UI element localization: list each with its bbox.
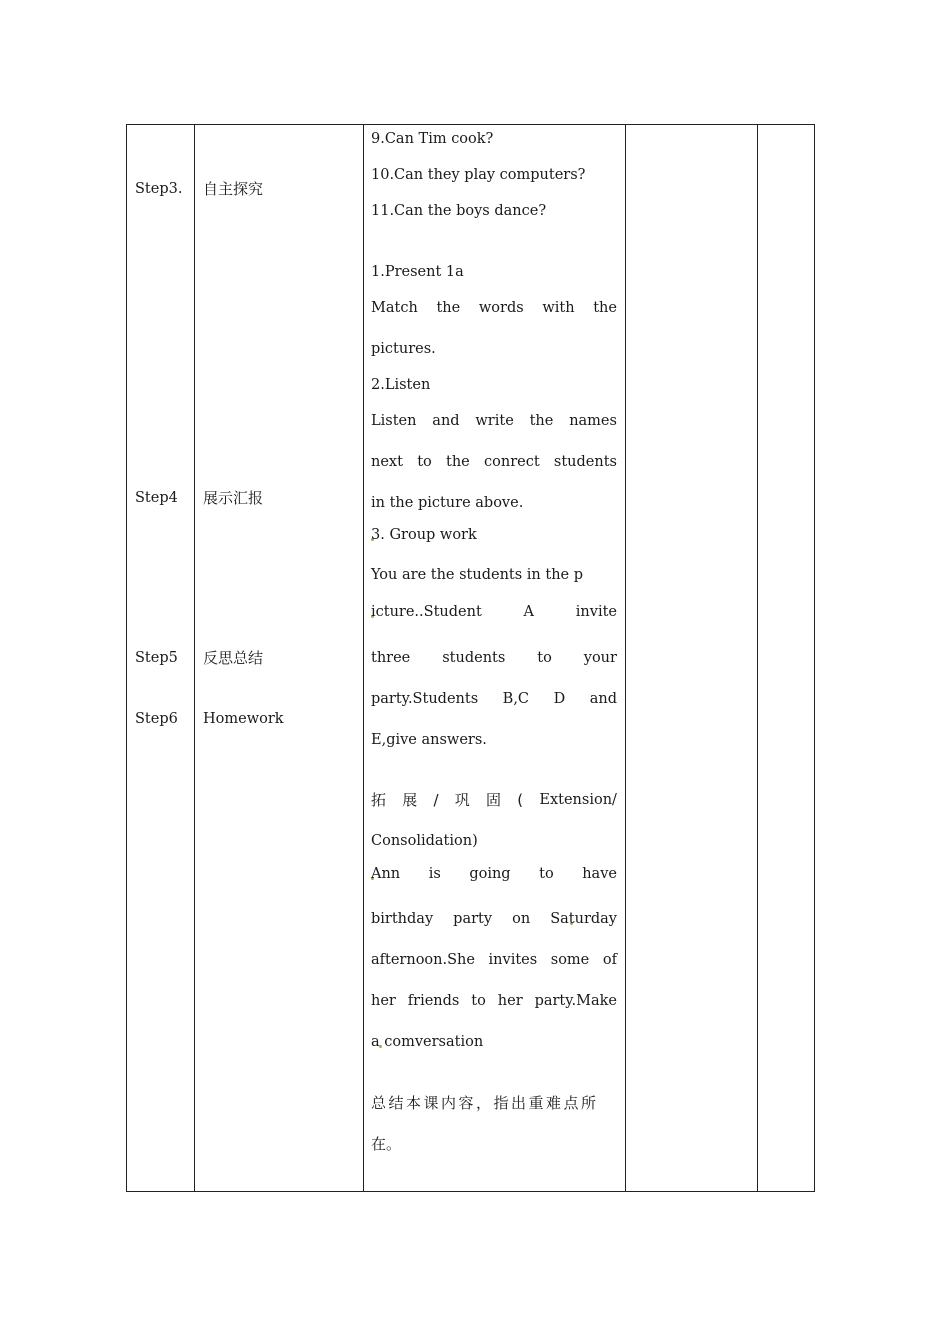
listen-line: Listen and write the names: [371, 413, 617, 429]
step5-title: 反思总结: [203, 649, 264, 667]
column-divider: [363, 125, 364, 1191]
ann-line: Ann is going to have: [371, 866, 617, 882]
listen-line: next to the conrect students: [371, 454, 617, 470]
step3-label: Step3.: [135, 181, 183, 197]
present-heading: 1.Present 1a: [371, 264, 464, 280]
match-line: Match the words with the: [371, 300, 617, 316]
group-line: icture..Student A invite: [371, 604, 617, 620]
step6-title: Homework: [203, 711, 284, 727]
step5-label: Step5: [135, 650, 178, 666]
listen-line-3: in the picture above.: [371, 495, 524, 511]
group-line: party.Students B,C D and: [371, 691, 617, 707]
question-10: 10.Can they play computers?: [371, 167, 586, 183]
listen-heading: 2.Listen: [371, 377, 431, 393]
column-divider: [194, 125, 195, 1191]
extension-line-2: Consolidation): [371, 833, 478, 849]
step6-label: Step6: [135, 711, 178, 727]
group-line: three students to your: [371, 650, 617, 666]
ann-line-5: a comversation: [371, 1034, 484, 1050]
extension-heading: 拓 展 / 巩 固 ( Extension/: [371, 791, 617, 809]
group-heading: 3. Group work: [371, 527, 477, 543]
step4-label: Step4: [135, 490, 178, 506]
group-line-1: You are the students in the p: [371, 567, 584, 583]
ann-line: afternoon.She invites some of: [371, 952, 617, 968]
step4-title: 展示汇报: [203, 489, 264, 507]
ann-line: birthday party on Saturday: [371, 911, 617, 927]
question-11: 11.Can the boys dance?: [371, 203, 547, 219]
column-divider: [757, 125, 758, 1191]
question-9: 9.Can Tim cook?: [371, 131, 494, 147]
column-divider: [625, 125, 626, 1191]
ann-line: her friends to her party.Make: [371, 993, 617, 1009]
lesson-table: [126, 124, 815, 1192]
summary-line-2: 在。: [371, 1135, 402, 1153]
group-line-5: E,give answers.: [371, 732, 487, 748]
step3-title: 自主探究: [203, 180, 264, 198]
match-line-2: pictures.: [371, 341, 436, 357]
summary-line-1: 总结本课内容，指出重难点所: [371, 1094, 599, 1112]
